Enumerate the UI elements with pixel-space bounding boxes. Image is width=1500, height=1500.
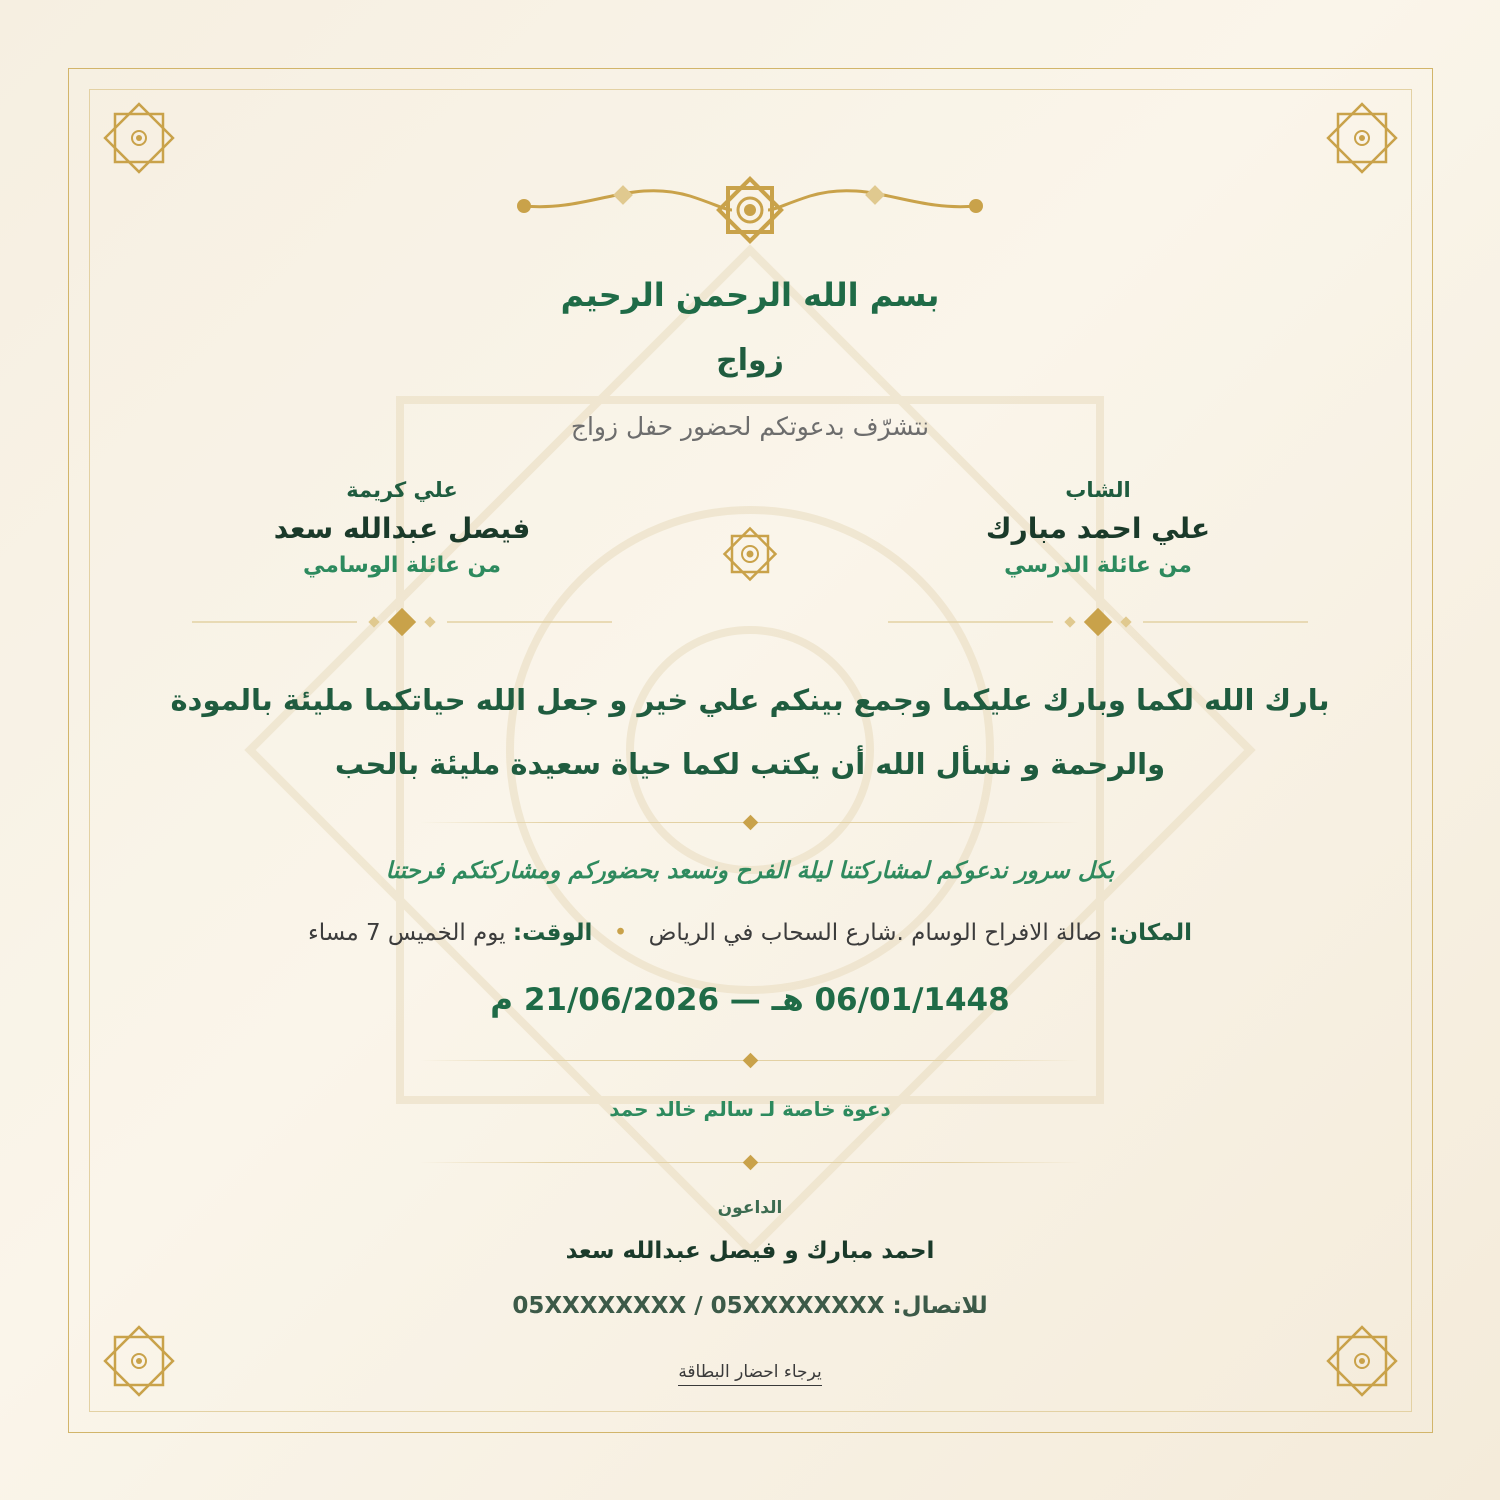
top-scroll-ornament (510, 168, 990, 254)
footer-note-wrap (0, 1362, 1500, 1386)
contact-numbers: 05XXXXXXXX / 05XXXXXXXX (512, 1293, 885, 1319)
footer-note: يرجاء احضار البطاقة (678, 1362, 821, 1386)
blessing-text: بارك الله لكما وبارك عليكما وجمع بينكم علي خير و جعل الله حياتكما مليئة بالمودة والرحمة و نسأل الله أن يكتب لكما حياة سعيدة مليئة بالحب (170, 683, 1330, 781)
geometric-star-corner-icon (99, 1321, 179, 1401)
bride-name: فيصل عبدالله سعد (273, 512, 531, 545)
event-dates: 06/01/1448 هـ — 21/06/2026 م (490, 982, 1010, 1018)
groom-block (888, 478, 1308, 578)
bride-family: من عائلة الوسامي (303, 553, 501, 578)
place-value: صالة الافراح الوسام .شارع السحاب في الرياض (648, 920, 1102, 946)
geometric-star-emblem-icon (720, 524, 780, 584)
inviters-label: الداعون (717, 1198, 783, 1218)
special-invite: دعوة خاصة لـ سالم خالد حمد (609, 1097, 891, 1121)
event-details (0, 920, 1500, 946)
time-value: يوم الخميس 7 مساء (307, 920, 506, 946)
groom-family: من عائلة الدرسي (1004, 553, 1192, 578)
groom-name: علي احمد مبارك (985, 512, 1211, 545)
bride-block (192, 478, 612, 578)
invite-message: بكل سرور ندعوكم لمشاركتنا ليلة الفرح ونسعد بحضوركم ومشاركتكم فرحتنا (385, 858, 1115, 884)
time-label: الوقت: (512, 920, 593, 946)
bride-role-label: علي كريمة (346, 478, 458, 502)
geometric-star-corner-icon (1322, 98, 1402, 178)
diamond-ornament-icon (888, 606, 1308, 638)
geometric-star-corner-icon (1322, 1321, 1402, 1401)
geometric-star-corner-icon (99, 98, 179, 178)
place-label: المكان: (1109, 920, 1193, 946)
inviters-names: احمد مبارك و فيصل عبدالله سعد (565, 1238, 935, 1264)
intro-text: نتشرّف بدعوتكم لحضور حفل زواج (570, 412, 930, 441)
event-title: زواج (716, 343, 784, 378)
groom-role-label: الشاب (1065, 478, 1131, 502)
diamond-ornament-icon (192, 606, 612, 638)
basmala-heading: بسم الله الرحمن الرحيم (560, 276, 940, 314)
contact-label: للاتصال: (892, 1293, 988, 1319)
details-separator: • (613, 920, 628, 946)
contact-info (0, 1293, 1500, 1319)
